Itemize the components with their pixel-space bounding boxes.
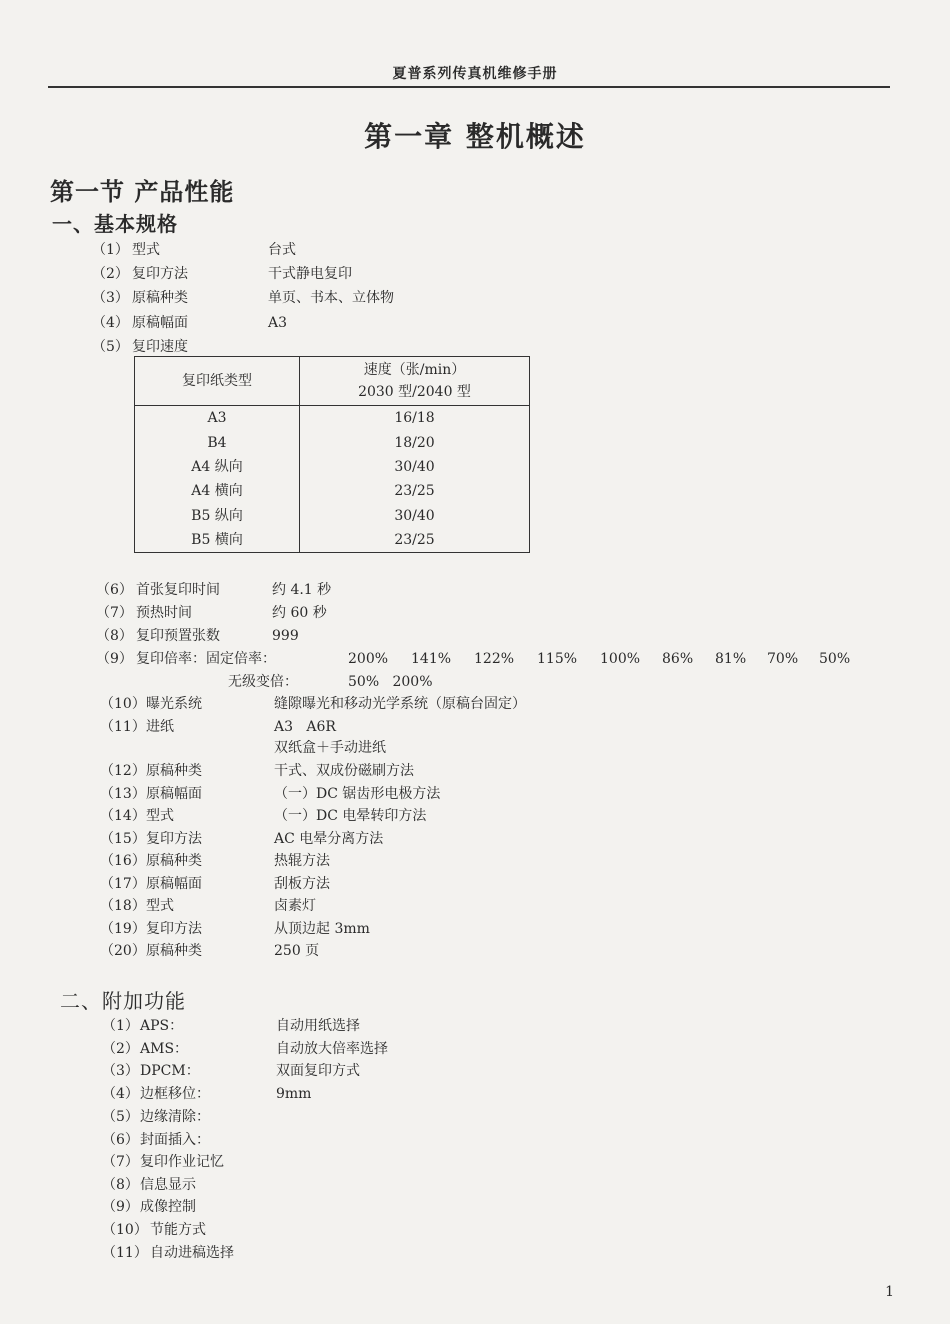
- spec-value: 999: [272, 628, 299, 644]
- paper-type-cell: B5 纵向: [135, 504, 300, 528]
- running-header: 夏普系列传真机维修手册: [392, 66, 558, 82]
- section-title: 第一节 产品性能: [50, 177, 235, 206]
- spec-label: 型式: [146, 898, 174, 914]
- fixed-ratio: 115%: [537, 651, 578, 667]
- col-header-speed-line1: 速度（张/min）: [363, 362, 466, 378]
- spec-label: 原稿种类: [132, 290, 188, 306]
- func-value: 9mm: [276, 1086, 312, 1102]
- spec-num: （10）: [100, 696, 146, 712]
- spec-num: （13）: [100, 786, 146, 802]
- spec-value: A3: [268, 315, 288, 331]
- table-row: [135, 430, 530, 454]
- speed-cell: 16/18: [394, 410, 435, 427]
- spec-num: （5）: [92, 339, 129, 355]
- spec-value: 从顶边起 3mm: [274, 921, 370, 937]
- table-row: [135, 479, 530, 503]
- func-num: （11）: [102, 1245, 148, 1261]
- func-num: （10）: [102, 1222, 148, 1238]
- spec-value: 约 60 秒: [272, 605, 327, 621]
- spec-value: （一）DC 电晕转印方法: [274, 808, 427, 824]
- spec-label: 型式: [146, 808, 174, 824]
- func-label: 节能方式: [150, 1222, 206, 1238]
- zoom-values: 50% 200%: [348, 674, 433, 690]
- fixed-ratio: 50%: [819, 651, 851, 667]
- spec-value: 约 4.1 秒: [272, 582, 332, 598]
- spec-num: （3）: [92, 290, 129, 306]
- func-label: 边框移位：: [140, 1086, 210, 1102]
- chapter-title: 第一章 整机概述: [364, 120, 586, 153]
- speed-cell: 30/40: [394, 507, 435, 524]
- spec-num: （17）: [100, 876, 146, 892]
- func-num: （7）: [102, 1154, 139, 1170]
- fixed-ratio: 81%: [715, 651, 747, 667]
- paper-type-cell: A4 纵向: [135, 455, 300, 479]
- spec-label: 原稿幅面: [132, 315, 188, 331]
- zoom-label: 无级变倍：: [228, 674, 298, 690]
- spec-num: （11）: [100, 719, 146, 735]
- spec-num: （19）: [100, 921, 146, 937]
- spec-num: （16）: [100, 853, 146, 869]
- speed-cell: 23/25: [394, 483, 435, 500]
- spec-label: 进纸: [146, 719, 174, 735]
- spec-num: （12）: [100, 763, 146, 779]
- func-label: AMS：: [140, 1041, 189, 1057]
- fixed-ratio: 100%: [600, 651, 641, 667]
- spec-value: AC 电晕分离方法: [274, 831, 384, 847]
- func-value: 自动放大倍率选择: [276, 1041, 388, 1057]
- spec-value: 刮板方法: [274, 876, 330, 892]
- speed-cell: 23/25: [394, 532, 435, 549]
- spec-label: 复印预置张数: [136, 628, 220, 644]
- spec-num: （7）: [96, 605, 133, 621]
- spec-num: （4）: [92, 315, 129, 331]
- func-num: （1）: [102, 1018, 139, 1034]
- func-num: （5）: [102, 1109, 139, 1125]
- col-header-speed-line2: 2030 型/2040 型: [358, 384, 471, 400]
- spec-value: （一）DC 锯齿形电极方法: [274, 786, 441, 802]
- spec-label: 复印方法: [146, 921, 202, 937]
- spec-value: 干式静电复印: [268, 266, 352, 282]
- spec-num: （14）: [100, 808, 146, 824]
- spec-value: A3 A6R: [274, 719, 336, 735]
- spec-label: 原稿幅面: [146, 876, 202, 892]
- spec-value: 热辊方法: [274, 853, 330, 869]
- spec-num: （20）: [100, 943, 146, 959]
- spec-num: （15）: [100, 831, 146, 847]
- spec-value: 250 页: [274, 943, 320, 959]
- paper-type-cell: A3: [135, 406, 300, 431]
- header-rule: [48, 86, 890, 88]
- func-num: （9）: [102, 1199, 139, 1215]
- spec-value: 缝隙曝光和移动光学系统（原稿台固定）: [274, 696, 526, 712]
- paper-type-cell: B5 横向: [135, 528, 300, 553]
- func-label: 边缘清除：: [140, 1109, 210, 1125]
- col-header-speed: [300, 357, 530, 406]
- spec-label: 复印速度: [132, 339, 188, 355]
- func-label: DPCM：: [140, 1063, 200, 1079]
- spec-label: 原稿种类: [146, 943, 202, 959]
- spec-value: 双纸盒＋手动进纸: [274, 740, 386, 756]
- func-value: 自动用纸选择: [276, 1018, 360, 1034]
- speed-cell: 18/20: [394, 434, 435, 451]
- func-label: 信息显示: [140, 1177, 196, 1193]
- func-label: 成像控制: [140, 1199, 196, 1215]
- fixed-ratio: 86%: [662, 651, 694, 667]
- basic-specs-heading: 一、基本规格: [52, 212, 178, 236]
- table-row: [135, 528, 530, 553]
- speed-cell: 30/40: [394, 458, 435, 475]
- spec-label: 原稿幅面: [146, 786, 202, 802]
- func-num: （8）: [102, 1177, 139, 1193]
- spec-label: 原稿种类: [146, 763, 202, 779]
- col-header-paper-type: 复印纸类型: [135, 357, 300, 406]
- spec-label: 型式: [132, 242, 160, 258]
- spec-num: （2）: [92, 266, 129, 282]
- func-label: 自动进稿选择: [150, 1245, 234, 1261]
- spec-num: （1）: [92, 242, 129, 258]
- spec-label: 复印倍率：固定倍率：: [136, 651, 276, 667]
- spec-value: 卤素灯: [274, 898, 316, 914]
- fixed-ratio: 200%: [348, 651, 389, 667]
- func-num: （4）: [102, 1086, 139, 1102]
- func-num: （6）: [102, 1132, 139, 1148]
- table-row: [135, 504, 530, 528]
- spec-num: （9）: [96, 651, 133, 667]
- spec-label: 首张复印时间: [136, 582, 220, 598]
- spec-label: 复印方法: [146, 831, 202, 847]
- spec-num: （6）: [96, 582, 133, 598]
- fixed-ratio: 141%: [411, 651, 452, 667]
- spec-label: 复印方法: [132, 266, 188, 282]
- spec-label: 原稿种类: [146, 853, 202, 869]
- func-label: 复印作业记忆: [140, 1154, 224, 1170]
- extra-functions-heading: 二、附加功能: [60, 989, 186, 1013]
- spec-num: （8）: [96, 628, 133, 644]
- spec-label: 曝光系统: [146, 696, 202, 712]
- func-num: （2）: [102, 1041, 139, 1057]
- paper-type-cell: B4: [135, 430, 300, 454]
- func-label: APS：: [140, 1018, 184, 1034]
- spec-label: 预热时间: [136, 605, 192, 621]
- table-row: [135, 406, 530, 431]
- table-row: [135, 455, 530, 479]
- fixed-ratio: 70%: [767, 651, 799, 667]
- page-number: 1: [885, 1284, 894, 1300]
- table-header-row: [135, 357, 530, 406]
- func-value: 双面复印方式: [276, 1063, 360, 1079]
- spec-num: （18）: [100, 898, 146, 914]
- fixed-ratio: 122%: [474, 651, 515, 667]
- spec-value: 干式、双成份磁刷方法: [274, 763, 414, 779]
- func-num: （3）: [102, 1063, 139, 1079]
- func-label: 封面插入：: [140, 1132, 210, 1148]
- spec-value: 台式: [268, 242, 296, 258]
- paper-type-cell: A4 横向: [135, 479, 300, 503]
- copy-speed-table: [134, 356, 530, 553]
- spec-value: 单页、书本、立体物: [268, 290, 394, 306]
